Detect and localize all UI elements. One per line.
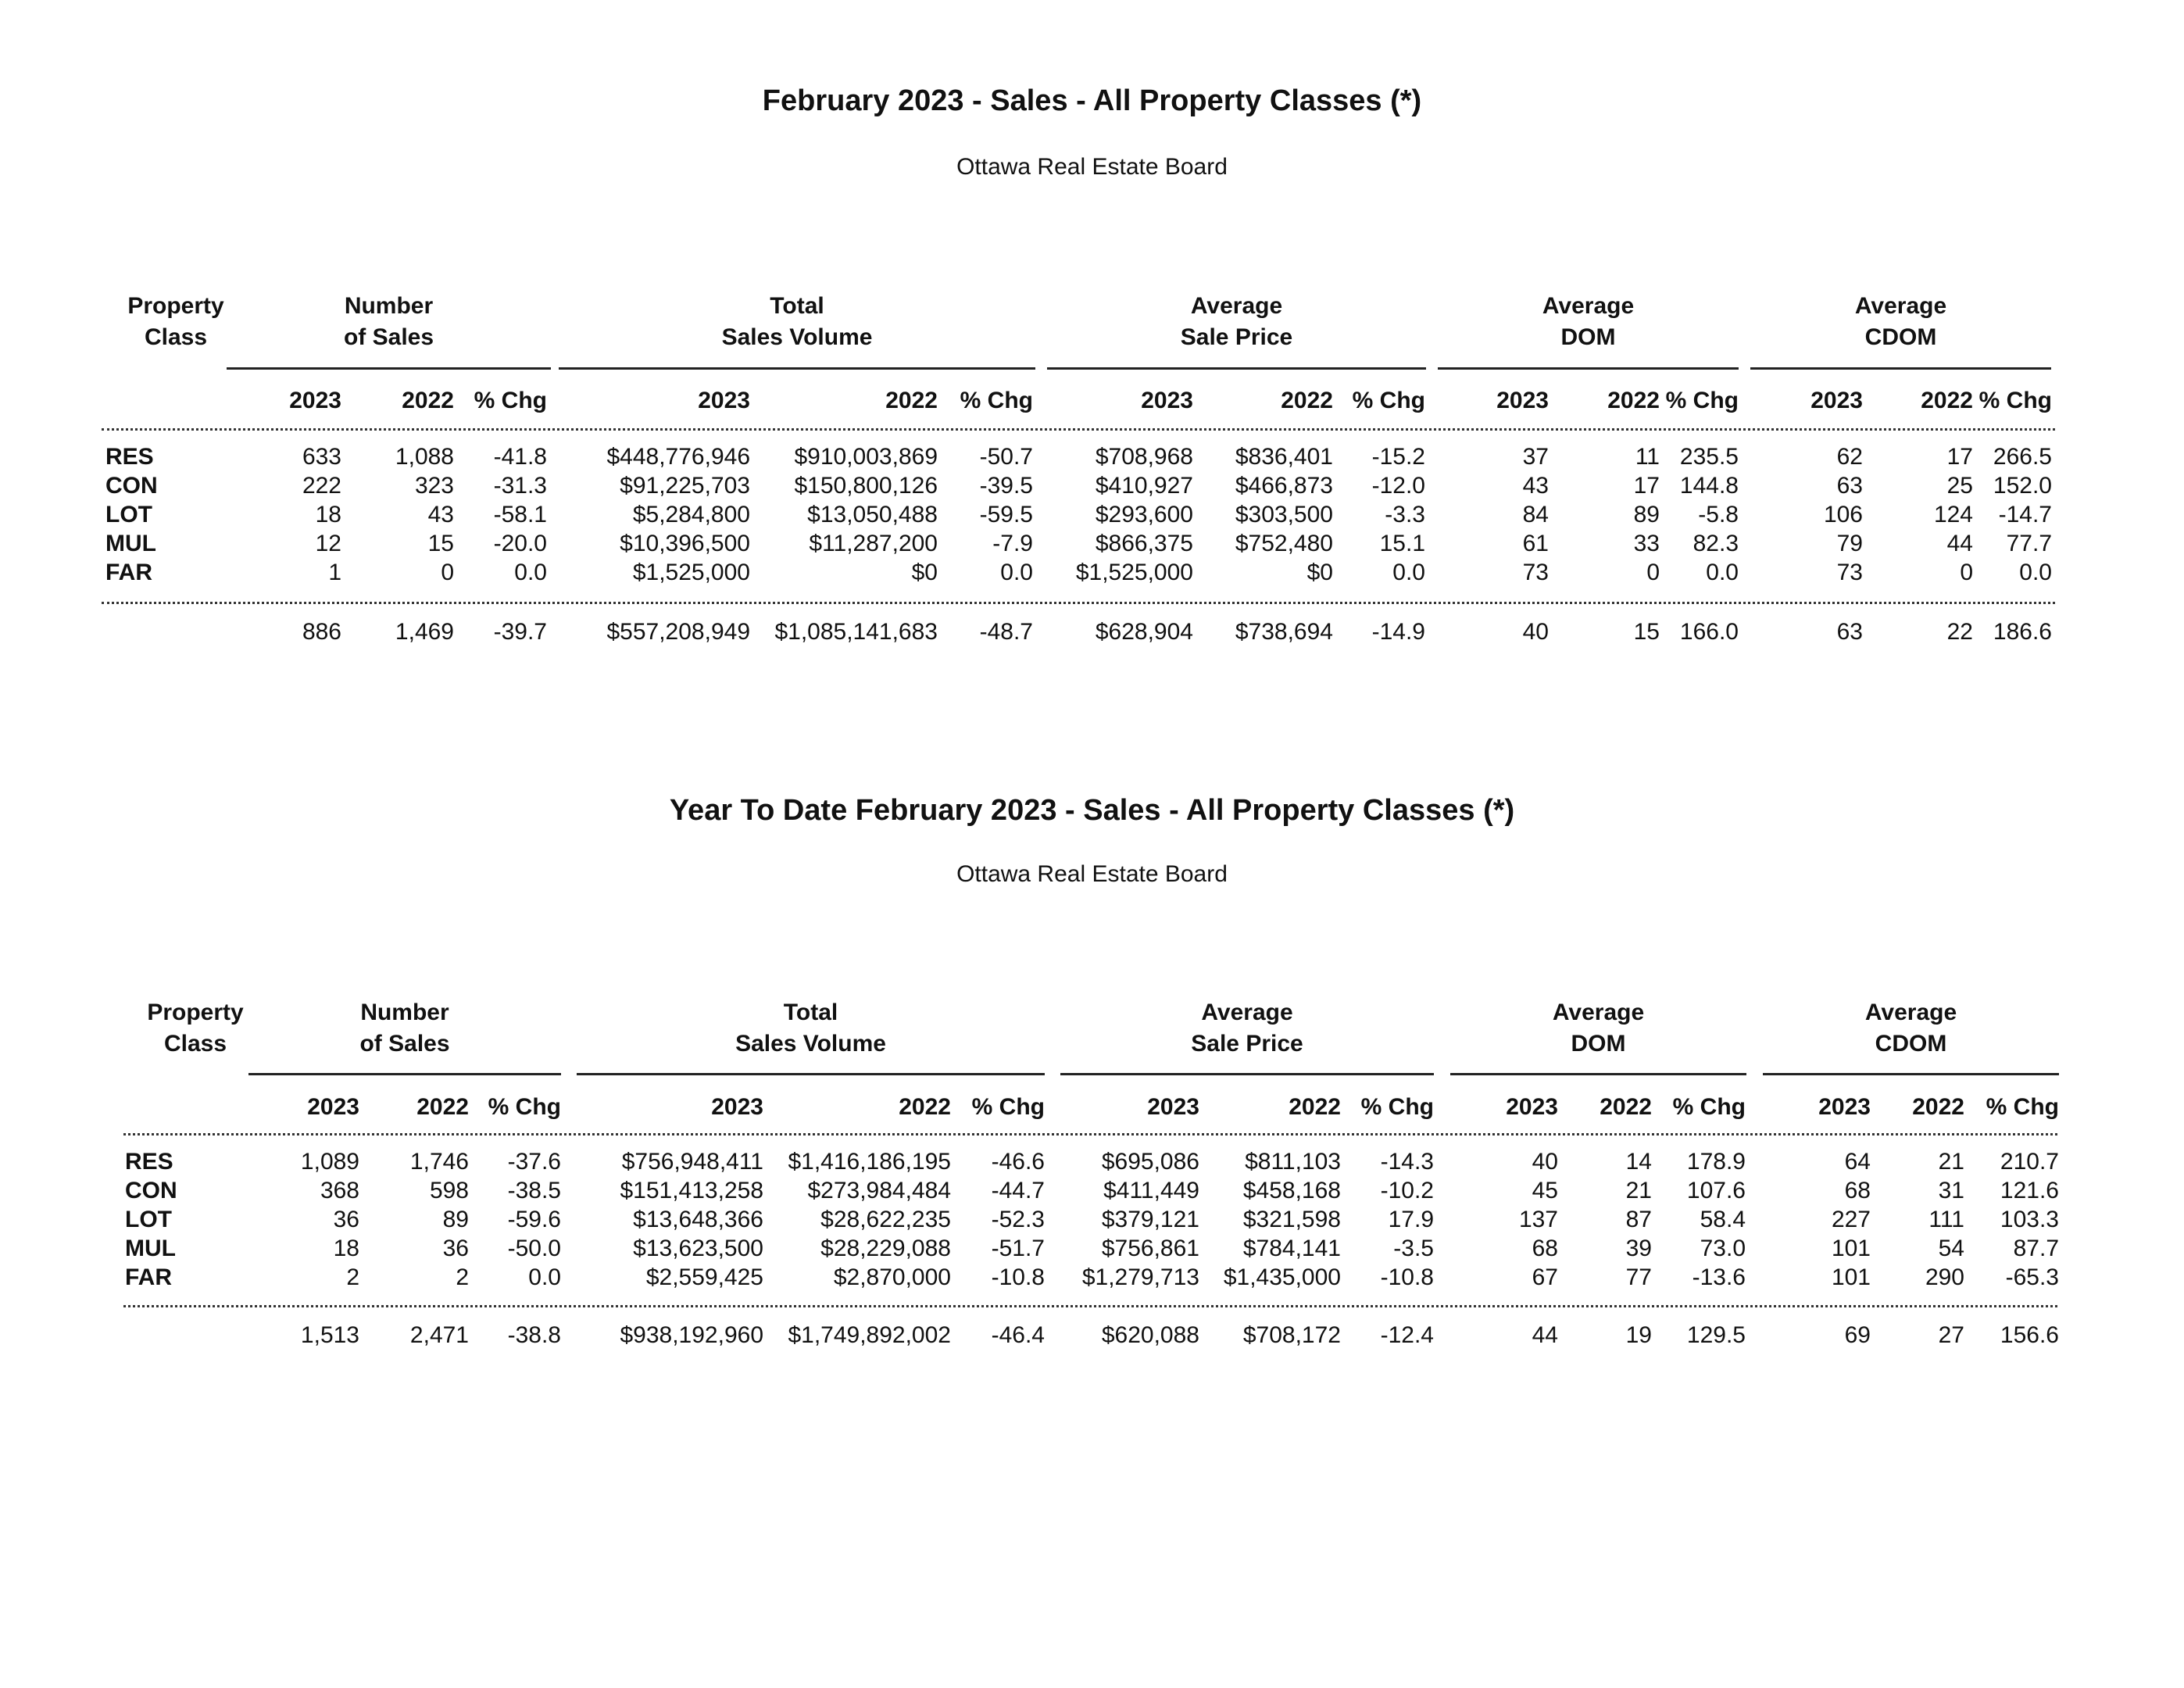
table-cell: -10.2 bbox=[1380, 1178, 1434, 1203]
column-header: 2023 bbox=[289, 388, 341, 413]
table-cell: 61 bbox=[1522, 531, 1549, 556]
table-cell: -37.6 bbox=[507, 1149, 561, 1175]
table-cell: 235.5 bbox=[1679, 444, 1739, 470]
table-cell: 73 bbox=[1522, 560, 1549, 585]
column-header: 2022 bbox=[1607, 388, 1660, 413]
totals-cell: -12.4 bbox=[1380, 1322, 1434, 1348]
group-header-line1: Total bbox=[770, 293, 824, 319]
group-header-line1: Average bbox=[1190, 293, 1283, 319]
table-cell: 633 bbox=[302, 444, 341, 470]
property-class-label: FAR bbox=[125, 1264, 172, 1290]
totals-cell: $738,694 bbox=[1235, 619, 1333, 645]
totals-cell: 186.6 bbox=[1993, 619, 2052, 645]
totals-cell: $620,088 bbox=[1101, 1322, 1199, 1348]
column-header: % Chg bbox=[488, 1094, 561, 1120]
property-class-label: LOT bbox=[125, 1207, 172, 1232]
group-header-line1: Average bbox=[1542, 293, 1635, 319]
totals-cell: 63 bbox=[1836, 619, 1863, 645]
totals-cell: -14.9 bbox=[1371, 619, 1425, 645]
group-header-line1: Average bbox=[1854, 293, 1947, 319]
group-header-line1: Average bbox=[1552, 1000, 1645, 1025]
totals-cell: -38.8 bbox=[507, 1322, 561, 1348]
totals-cell: 27 bbox=[1938, 1322, 1964, 1348]
table-cell: 0.0 bbox=[1392, 560, 1425, 585]
table-cell: -51.7 bbox=[991, 1236, 1045, 1261]
column-header: 2023 bbox=[1147, 1094, 1199, 1120]
table-cell: -20.0 bbox=[493, 531, 547, 556]
group-header-line2: Class bbox=[144, 324, 208, 350]
table-cell: 0.0 bbox=[1000, 560, 1033, 585]
group-header-line1: Number bbox=[360, 1000, 449, 1025]
table-cell: 21 bbox=[1938, 1149, 1964, 1175]
table-cell: $5,284,800 bbox=[632, 502, 750, 528]
totals-cell: 1,469 bbox=[395, 619, 454, 645]
table-cell: 17.9 bbox=[1388, 1207, 1434, 1232]
table-cell: 1,088 bbox=[395, 444, 454, 470]
table-cell: -44.7 bbox=[991, 1178, 1045, 1203]
totals-cell: -48.7 bbox=[979, 619, 1033, 645]
column-header: 2022 bbox=[402, 388, 454, 413]
totals-cell: 886 bbox=[302, 619, 341, 645]
group-header-line2: Sale Price bbox=[1191, 1031, 1303, 1057]
table-cell: 0.0 bbox=[514, 560, 547, 585]
totals-cell: 44 bbox=[1532, 1322, 1558, 1348]
totals-cell: $628,904 bbox=[1095, 619, 1193, 645]
table-cell: 84 bbox=[1522, 502, 1549, 528]
table-cell: 178.9 bbox=[1686, 1149, 1746, 1175]
table-cell: 598 bbox=[429, 1178, 469, 1203]
table-cell: $1,525,000 bbox=[1075, 560, 1193, 585]
column-header: 2022 bbox=[885, 388, 938, 413]
table-cell: 87.7 bbox=[2013, 1236, 2059, 1261]
table-cell: -10.8 bbox=[991, 1264, 1045, 1290]
table-cell: 54 bbox=[1938, 1236, 1964, 1261]
group-header-line1: Property bbox=[127, 293, 224, 319]
totals-cell: 15 bbox=[1633, 619, 1660, 645]
totals-cell: 156.6 bbox=[2000, 1322, 2059, 1348]
column-header: 2022 bbox=[416, 1094, 469, 1120]
table-cell: 89 bbox=[442, 1207, 469, 1232]
table-cell: -14.3 bbox=[1380, 1149, 1434, 1175]
column-header: 2023 bbox=[1810, 388, 1863, 413]
group-header-line1: Property bbox=[147, 1000, 244, 1025]
group-header-line2: Sales Volume bbox=[721, 324, 873, 350]
table-cell: $1,525,000 bbox=[632, 560, 750, 585]
table-cell: 64 bbox=[1844, 1149, 1871, 1175]
group-header bbox=[1450, 997, 1746, 1060]
property-class-label: CON bbox=[125, 1178, 177, 1203]
column-header: 2022 bbox=[1281, 388, 1333, 413]
table-cell: 18 bbox=[333, 1236, 359, 1261]
column-header: 2023 bbox=[698, 388, 750, 413]
table-cell: 2 bbox=[346, 1264, 359, 1290]
table-cell: 39 bbox=[1625, 1236, 1652, 1261]
table-cell: -59.6 bbox=[507, 1207, 561, 1232]
totals-cell: 2,471 bbox=[409, 1322, 469, 1348]
totals-separator bbox=[123, 1305, 2057, 1307]
table-cell: 15.1 bbox=[1379, 531, 1425, 556]
table-cell: $10,396,500 bbox=[620, 531, 750, 556]
report-subtitle: Ottawa Real Estate Board bbox=[956, 861, 1228, 887]
table-cell: 17 bbox=[1946, 444, 1973, 470]
column-header: 2022 bbox=[1600, 1094, 1652, 1120]
table-cell: 1 bbox=[328, 560, 341, 585]
column-header: % Chg bbox=[1352, 388, 1425, 413]
table-cell: $836,401 bbox=[1235, 444, 1333, 470]
table-cell: 11 bbox=[1635, 444, 1660, 470]
table-cell: -58.1 bbox=[493, 502, 547, 528]
table-cell: 87 bbox=[1625, 1207, 1652, 1232]
table-cell: $13,050,488 bbox=[807, 502, 938, 528]
header-separator bbox=[123, 1133, 2057, 1135]
table-cell: $28,622,235 bbox=[820, 1207, 951, 1232]
column-header: 2022 bbox=[1912, 1094, 1964, 1120]
group-header bbox=[1060, 997, 1434, 1060]
table-cell: 111 bbox=[1928, 1207, 1964, 1232]
table-cell: -14.7 bbox=[1998, 502, 2052, 528]
table-cell: 121.6 bbox=[2000, 1178, 2059, 1203]
property-class-label: RES bbox=[125, 1149, 173, 1175]
table-cell: -50.0 bbox=[507, 1236, 561, 1261]
group-header-line2: CDOM bbox=[1864, 324, 1937, 350]
table-cell: $2,870,000 bbox=[833, 1264, 951, 1290]
group-header-line2: DOM bbox=[1571, 1031, 1626, 1057]
table-cell: 15 bbox=[427, 531, 454, 556]
table-cell: $273,984,484 bbox=[807, 1178, 951, 1203]
table-cell: 21 bbox=[1625, 1178, 1652, 1203]
group-header-line2: Sale Price bbox=[1180, 324, 1293, 350]
table-cell: $28,229,088 bbox=[820, 1236, 951, 1261]
table-cell: 290 bbox=[1925, 1264, 1964, 1290]
table-cell: 44 bbox=[1946, 531, 1973, 556]
group-header bbox=[577, 997, 1045, 1060]
table-cell: $13,623,500 bbox=[633, 1236, 763, 1261]
table-cell: $13,648,366 bbox=[633, 1207, 763, 1232]
table-cell: $1,435,000 bbox=[1223, 1264, 1341, 1290]
column-header: % Chg bbox=[1986, 1094, 2059, 1120]
table-cell: 323 bbox=[414, 473, 454, 499]
table-cell: 68 bbox=[1532, 1236, 1558, 1261]
totals-cell: -46.4 bbox=[991, 1322, 1045, 1348]
table-cell: 0.0 bbox=[2019, 560, 2052, 585]
group-header bbox=[248, 997, 561, 1060]
column-header: % Chg bbox=[971, 1094, 1045, 1120]
group-header-line2: of Sales bbox=[359, 1031, 450, 1057]
table-cell: $0 bbox=[911, 560, 938, 585]
table-cell: $811,103 bbox=[1245, 1149, 1341, 1175]
table-cell: $303,500 bbox=[1235, 502, 1333, 528]
table-cell: $150,800,126 bbox=[794, 473, 938, 499]
totals-cell: 19 bbox=[1625, 1322, 1652, 1348]
table-cell: $293,600 bbox=[1095, 502, 1193, 528]
table-cell: 0.0 bbox=[528, 1264, 561, 1290]
table-cell: 1,089 bbox=[300, 1149, 359, 1175]
table-cell: 14 bbox=[1625, 1149, 1652, 1175]
table-cell: 0 bbox=[1960, 560, 1973, 585]
table-cell: 25 bbox=[1946, 473, 1973, 499]
table-cell: 63 bbox=[1836, 473, 1863, 499]
table-cell: 152.0 bbox=[1993, 473, 2052, 499]
group-header-line1: Average bbox=[1201, 1000, 1293, 1025]
table-cell: 124 bbox=[1933, 502, 1973, 528]
table-cell: $756,861 bbox=[1101, 1236, 1199, 1261]
table-cell: 43 bbox=[1522, 473, 1549, 499]
table-cell: $151,413,258 bbox=[620, 1178, 763, 1203]
column-header: 2023 bbox=[711, 1094, 763, 1120]
table-cell: 79 bbox=[1836, 531, 1863, 556]
table-cell: 67 bbox=[1532, 1264, 1558, 1290]
column-header: 2023 bbox=[1141, 388, 1193, 413]
table-cell: $752,480 bbox=[1235, 531, 1333, 556]
table-cell: -12.0 bbox=[1371, 473, 1425, 499]
table-cell: 2 bbox=[456, 1264, 469, 1290]
column-header: 2023 bbox=[1506, 1094, 1558, 1120]
column-header: 2022 bbox=[1289, 1094, 1341, 1120]
column-header: 2022 bbox=[1921, 388, 1973, 413]
table-cell: -39.5 bbox=[979, 473, 1033, 499]
table-cell: 68 bbox=[1844, 1178, 1871, 1203]
group-underline bbox=[1763, 1073, 2059, 1075]
table-cell: $708,968 bbox=[1095, 444, 1193, 470]
table-cell: -52.3 bbox=[991, 1207, 1045, 1232]
table-cell: -65.3 bbox=[2005, 1264, 2059, 1290]
table-cell: $321,598 bbox=[1242, 1207, 1341, 1232]
table-cell: 137 bbox=[1518, 1207, 1558, 1232]
table-cell: -3.3 bbox=[1385, 502, 1425, 528]
table-cell: -50.7 bbox=[979, 444, 1033, 470]
table-cell: 36 bbox=[333, 1207, 359, 1232]
table-cell: $910,003,869 bbox=[794, 444, 938, 470]
totals-cell: $708,172 bbox=[1242, 1322, 1341, 1348]
group-header-line2: of Sales bbox=[343, 324, 434, 350]
table-cell: -5.8 bbox=[1698, 502, 1739, 528]
property-class-label: MUL bbox=[125, 1236, 176, 1261]
column-header: % Chg bbox=[474, 388, 547, 413]
table-cell: 40 bbox=[1532, 1149, 1558, 1175]
table-cell: $866,375 bbox=[1095, 531, 1193, 556]
group-header-line2: DOM bbox=[1560, 324, 1616, 350]
totals-cell: $557,208,949 bbox=[606, 619, 750, 645]
report-title: Year To Date February 2023 - Sales - All Property Classes (*) bbox=[669, 794, 1515, 827]
table-cell: 101 bbox=[1831, 1236, 1871, 1261]
group-header-line2: CDOM bbox=[1875, 1031, 1947, 1057]
table-cell: 1,746 bbox=[409, 1149, 469, 1175]
property-class-label: LOT bbox=[105, 502, 152, 528]
column-header: 2022 bbox=[899, 1094, 951, 1120]
table-cell: $379,121 bbox=[1101, 1207, 1199, 1232]
table-cell: 73.0 bbox=[1700, 1236, 1746, 1261]
table-cell: -59.5 bbox=[979, 502, 1033, 528]
table-cell: 103.3 bbox=[2000, 1207, 2059, 1232]
table-cell: -7.9 bbox=[992, 531, 1033, 556]
table-cell: -46.6 bbox=[991, 1149, 1045, 1175]
group-underline bbox=[1450, 1073, 1746, 1075]
table-cell: $448,776,946 bbox=[606, 444, 750, 470]
table-cell: -10.8 bbox=[1380, 1264, 1434, 1290]
table-cell: -13.6 bbox=[1692, 1264, 1746, 1290]
table-cell: $11,287,200 bbox=[809, 531, 938, 556]
table-cell: $411,449 bbox=[1103, 1178, 1199, 1203]
totals-cell: 69 bbox=[1844, 1322, 1871, 1348]
table-cell: -15.2 bbox=[1371, 444, 1425, 470]
group-underline bbox=[248, 1073, 561, 1075]
table-cell: 45 bbox=[1532, 1178, 1558, 1203]
table-cell: 266.5 bbox=[1993, 444, 2052, 470]
group-header-line1: Total bbox=[783, 1000, 838, 1025]
totals-cell: $938,192,960 bbox=[620, 1322, 763, 1348]
table-cell: $756,948,411 bbox=[621, 1149, 763, 1175]
table-cell: 222 bbox=[302, 473, 341, 499]
table-cell: 36 bbox=[442, 1236, 469, 1261]
column-header: % Chg bbox=[1672, 1094, 1746, 1120]
property-class-label: FAR bbox=[105, 560, 152, 585]
table-cell: -31.3 bbox=[493, 473, 547, 499]
table-cell: 210.7 bbox=[2000, 1149, 2059, 1175]
group-header-line1: Number bbox=[344, 293, 434, 319]
column-header: 2023 bbox=[1818, 1094, 1871, 1120]
table-cell: 31 bbox=[1938, 1178, 1964, 1203]
table-cell: 0 bbox=[441, 560, 454, 585]
property-class-label: CON bbox=[105, 473, 158, 499]
group-header-line1: Average bbox=[1864, 1000, 1957, 1025]
report-subtitle: Ottawa Real Estate Board bbox=[956, 154, 1228, 180]
table-cell: 0.0 bbox=[1706, 560, 1739, 585]
table-cell: 89 bbox=[1633, 502, 1660, 528]
table-cell: 77.7 bbox=[2006, 531, 2052, 556]
table-cell: $466,873 bbox=[1235, 473, 1333, 499]
column-header: 2023 bbox=[1496, 388, 1549, 413]
totals-cell: 166.0 bbox=[1679, 619, 1739, 645]
table-cell: $410,927 bbox=[1095, 473, 1193, 499]
table-cell: 106 bbox=[1823, 502, 1863, 528]
table-cell: 101 bbox=[1831, 1264, 1871, 1290]
table-cell: 18 bbox=[315, 502, 341, 528]
column-header: % Chg bbox=[1665, 388, 1739, 413]
table-cell: -3.5 bbox=[1393, 1236, 1434, 1261]
group-header-line2: Sales Volume bbox=[735, 1031, 886, 1057]
table-cell: -38.5 bbox=[507, 1178, 561, 1203]
table-cell: 144.8 bbox=[1679, 473, 1739, 499]
totals-cell: $1,085,141,683 bbox=[774, 619, 938, 645]
table-cell: 43 bbox=[427, 502, 454, 528]
totals-cell: -39.7 bbox=[493, 619, 547, 645]
table-cell: $784,141 bbox=[1242, 1236, 1341, 1261]
totals-cell: $1,749,892,002 bbox=[788, 1322, 951, 1348]
table-cell: 73 bbox=[1836, 560, 1863, 585]
totals-cell: 1,513 bbox=[300, 1322, 359, 1348]
table-cell: 17 bbox=[1633, 473, 1660, 499]
report-title: February 2023 - Sales - All Property Classes (*) bbox=[762, 84, 1422, 117]
table-cell: $1,416,186,195 bbox=[788, 1149, 951, 1175]
property-class-label: RES bbox=[105, 444, 154, 470]
table-cell: $1,279,713 bbox=[1081, 1264, 1199, 1290]
group-underline bbox=[1060, 1073, 1434, 1075]
table-cell: 58.4 bbox=[1700, 1207, 1746, 1232]
totals-cell: 40 bbox=[1522, 619, 1549, 645]
table-cell: 368 bbox=[320, 1178, 359, 1203]
table-cell: 107.6 bbox=[1686, 1178, 1746, 1203]
table-cell: 37 bbox=[1522, 444, 1549, 470]
table-cell: $695,086 bbox=[1101, 1149, 1199, 1175]
table-cell: 12 bbox=[315, 531, 341, 556]
table-cell: $0 bbox=[1306, 560, 1333, 585]
column-header: % Chg bbox=[960, 388, 1033, 413]
group-header bbox=[1763, 997, 2059, 1060]
column-header: 2023 bbox=[307, 1094, 359, 1120]
table-cell: $91,225,703 bbox=[620, 473, 750, 499]
table-cell: $458,168 bbox=[1242, 1178, 1341, 1203]
group-underline bbox=[577, 1073, 1045, 1075]
property-class-label: MUL bbox=[105, 531, 156, 556]
totals-cell: 22 bbox=[1946, 619, 1973, 645]
totals-cell: 129.5 bbox=[1686, 1322, 1746, 1348]
table-cell: 62 bbox=[1836, 444, 1863, 470]
table-cell: 77 bbox=[1625, 1264, 1652, 1290]
table-cell: 227 bbox=[1831, 1207, 1871, 1232]
table-cell: 82.3 bbox=[1693, 531, 1739, 556]
table-cell: 33 bbox=[1633, 531, 1660, 556]
table-cell: 0 bbox=[1646, 560, 1660, 585]
table-cell: -41.8 bbox=[493, 444, 547, 470]
column-header: % Chg bbox=[1360, 1094, 1434, 1120]
column-header: % Chg bbox=[1978, 388, 2052, 413]
table-cell: $2,559,425 bbox=[645, 1264, 763, 1290]
group-header-line2: Class bbox=[163, 1031, 227, 1057]
